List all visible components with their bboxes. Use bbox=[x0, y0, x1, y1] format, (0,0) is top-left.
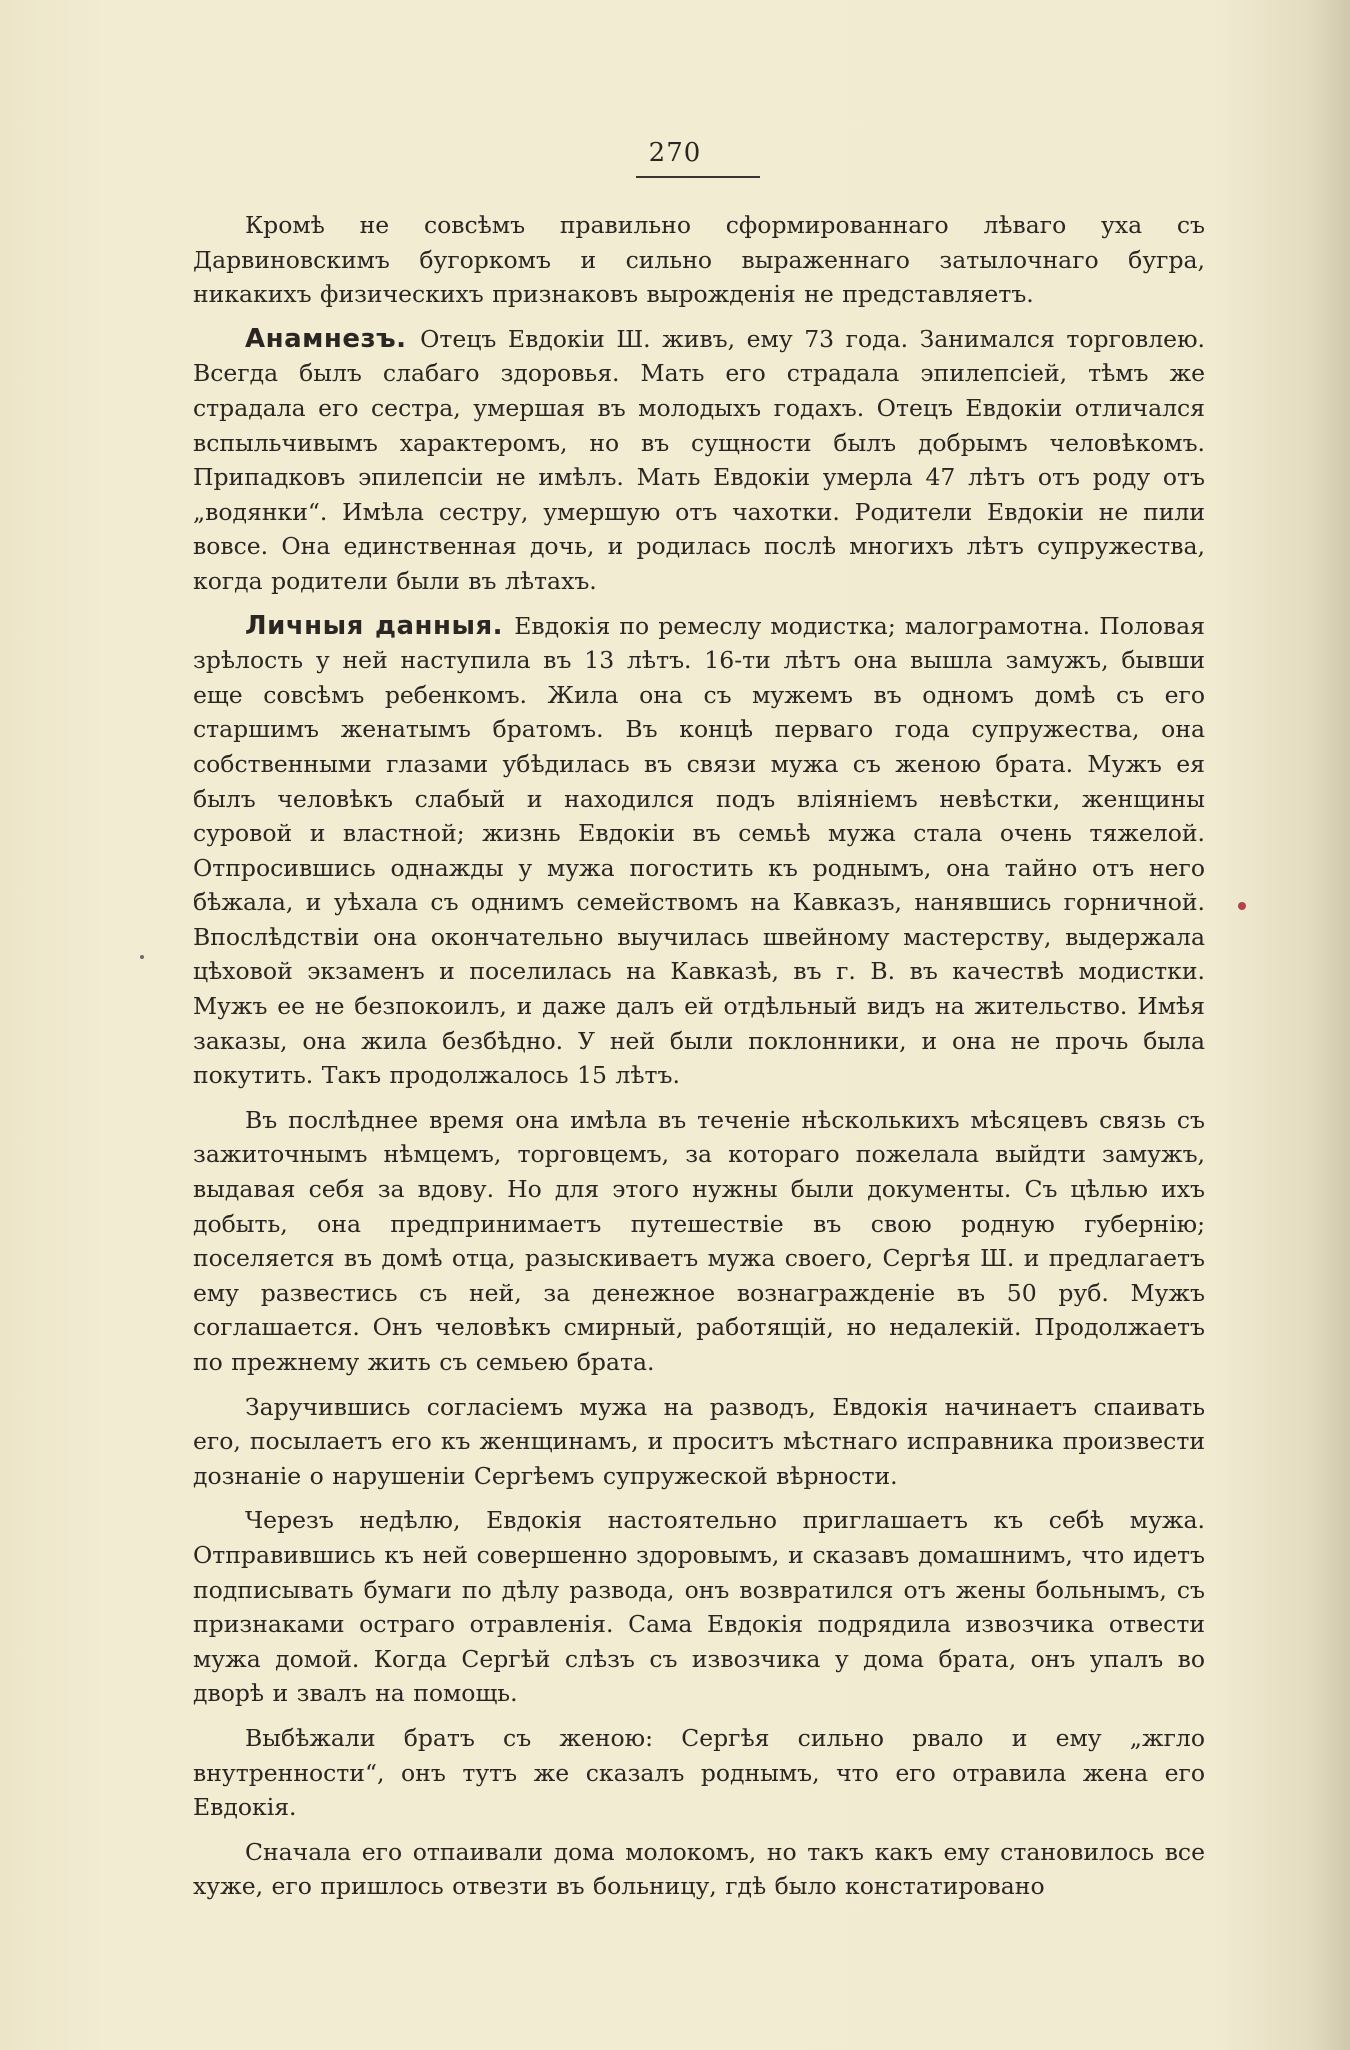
heading-anamnesis: Анамнезъ. bbox=[245, 323, 421, 354]
paragraph-anamnesis-text: Отецъ Евдокіи Ш. живъ, ему 73 года. Занимался торговлею. Всегда былъ слабаго здоровья. Мать его страдала эпилепсіей, тѣмъ же страдала его сестра, умершая въ молодыхъ годахъ. Отецъ Евдокіи отличался вспыльчивымъ характеромъ, но въ сущности былъ добрымъ человѣкомъ. Припадковъ эпилепсіи не имѣлъ. Мать Евдокіи умерла 47 лѣтъ отъ роду отъ „водянки“. Имѣла сестру, умершую отъ чахотки. Родители Евдокіи не пили вовсе. Она единственная дочь, и родилась послѣ многихъ лѣтъ супружества, когда родители были въ лѣтахъ. bbox=[193, 324, 1205, 595]
paragraph-4-text: Въ послѣднее время она имѣла въ теченіе нѣсколькихъ мѣсяцевъ связь съ зажиточнымъ нѣмцемъ, торговцемъ, за котораго пожелала выйдти замужъ, выдавая себя за вдову. Но для этого нужны были документы. Съ цѣлью ихъ добыть, она предпринимаетъ путешествіе въ свою родную губернію; поселяется въ домѣ отца, разыскиваетъ мужа своего, Сергѣя Ш. и предлагаетъ ему развестись съ ней, за денежное вознагражденіе въ 50 руб. Мужъ соглашается. Онъ человѣкъ смирный, работящій, но недалекій. Продолжаетъ по прежнему жить съ семьею брата. bbox=[193, 1105, 1205, 1376]
body-text bbox=[193, 208, 1205, 1904]
paragraph-8 bbox=[193, 1835, 1205, 1904]
paragraph-8-text: Сначала его отпаивали дома молокомъ, но такъ какъ ему становилось все хуже, его пришлось отвезти въ больницу, гдѣ было констатировано bbox=[193, 1837, 1205, 1901]
paragraph-6 bbox=[193, 1503, 1205, 1711]
paragraph-7-text: Выбѣжали братъ съ женою: Сергѣя сильно рвало и ему „жгло внутренности“, онъ тутъ же сказалъ роднымъ, что его отравила жена его Евдокія. bbox=[193, 1723, 1205, 1822]
heading-personal-data: Личныя данныя. bbox=[245, 610, 515, 641]
paragraph-anamnesis bbox=[193, 322, 1205, 599]
paragraph-5 bbox=[193, 1390, 1205, 1494]
paragraph-7 bbox=[193, 1721, 1205, 1825]
margin-speck bbox=[140, 955, 144, 959]
paragraph-1-text: Кромѣ не совсѣмъ правильно сформированнаго лѣваго уха съ Дарвиновскимъ бугоркомъ и сильно выраженнаго затылочнаго бугра, никакихъ физическихъ признаковъ вырожденія не представляетъ. bbox=[193, 211, 1205, 309]
paragraph-4 bbox=[193, 1103, 1205, 1380]
page-number: 270 bbox=[648, 138, 702, 168]
paragraph-5-text: Заручившись согласіемъ мужа на разводъ, Евдокія начинаетъ спаивать его, посылаетъ его къ женщинамъ, и проситъ мѣстнаго исправника произвести дознаніе о нарушеніи Сергѣемъ супружеской вѣрности. bbox=[193, 1392, 1205, 1490]
paragraph-personal-data-text: Евдокія по ремеслу модистка; малограмотна. Половая зрѣлость у ней наступила въ 13 лѣтъ. 16-ти лѣтъ она вышла замужъ, бывши еще совсѣмъ ребенкомъ. Жила она съ мужемъ въ одномъ домѣ съ его старшимъ женатымъ братомъ. Въ концѣ перваго года супружества, она собственными глазами убѣдилась въ связи мужа съ женою брата. Мужъ ея былъ человѣкъ слабый и находился подъ вліяніемъ невѣстки, женщины суровой и властной; жизнь Евдокіи въ семьѣ мужа стала очень тяжелой. Отпросившись однажды у мужа погостить къ роднымъ, она тайно отъ него бѣжала, и уѣхала съ однимъ семействомъ на Кавказъ, нанявшись горничной. Впослѣдствіи она окончательно выучилась швейному мастерству, выдержала цѣховой экзаменъ и поселилась на Кавказѣ, въ г. В. въ качествѣ модистки. Мужъ ее не безпокоилъ, и даже далъ ей отдѣльный видъ на жительство. Имѣя заказы, она жила безбѣдно. У ней были поклонники, и она не прочь была покутить. Такъ продолжалось 15 лѣтъ. bbox=[193, 611, 1205, 1090]
paragraph-1 bbox=[193, 208, 1205, 312]
margin-ink-dot bbox=[1238, 902, 1246, 910]
paragraph-personal-data bbox=[193, 609, 1205, 1093]
page-number-rule bbox=[636, 176, 760, 178]
paragraph-6-text: Черезъ недѣлю, Евдокія настоятельно приглашаетъ къ себѣ мужа. Отправившись къ ней совершенно здоровымъ, и сказавъ домашнимъ, что идетъ подписывать бумаги по дѣлу развода, онъ возвратился отъ жены больнымъ, съ признаками остраго отравленія. Сама Евдокія подрядила извозчика отвести мужа домой. Когда Сергѣй слѣзъ съ извозчика у дома брата, онъ упалъ во дворѣ и звалъ на помощь. bbox=[193, 1506, 1205, 1708]
